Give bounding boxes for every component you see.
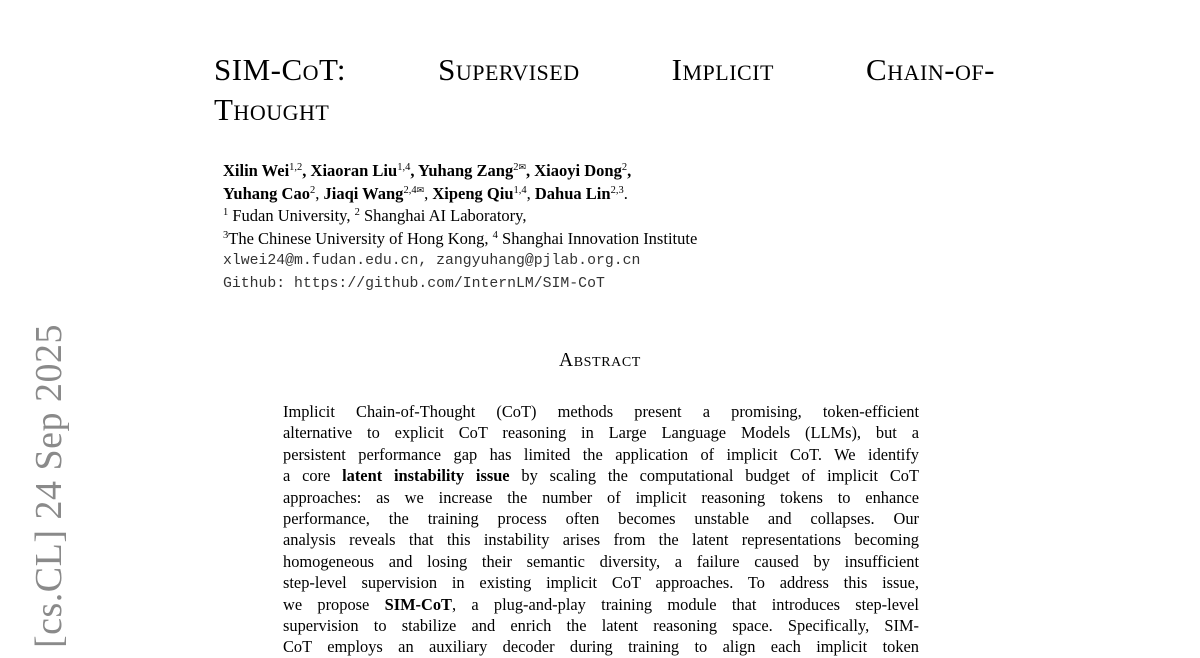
affiliation-text: Shanghai AI Laboratory, xyxy=(359,206,527,225)
affiliation-text: The Chinese University of Hong Kong, xyxy=(228,228,493,248)
author-affil-sup: 2 xyxy=(621,162,628,173)
author-affil-sup: 1,4 xyxy=(513,184,527,196)
author-affil-sup: 2,3 xyxy=(610,184,624,196)
author-separator: , xyxy=(302,161,311,180)
author-separator: , xyxy=(410,161,418,180)
author-name: Dahua Lin xyxy=(534,183,611,203)
abstract-line: step-level supervision in existing implicit CoT approaches. To address this issue, xyxy=(283,573,919,593)
abstract-body xyxy=(283,401,919,658)
title-line-2: Thought xyxy=(214,92,330,127)
author-line-1: Xilin Wei$^{1,2}$, Xiaoran Liu$^{1,4}$, Yuhang Zang$^2$✉, Xiaoyi Dong$^2$, xyxy=(223,161,632,180)
author-name: Xilin Wei xyxy=(223,161,290,180)
author-separator: , xyxy=(315,183,324,203)
abstract-line: persistent performance gap has limited the application of implicit CoT. We identify xyxy=(283,444,919,464)
abstract-text: , a plug-and-play training module that introduces step-level xyxy=(451,594,919,614)
abstract-text: by scaling the computational budget of implicit CoT xyxy=(509,466,919,486)
abstract-heading: Abstract xyxy=(559,350,641,371)
affiliation-text: Fudan University, xyxy=(228,206,355,225)
abstract-line: approaches: as we increase the number of implicit reasoning tokens to enhance xyxy=(283,487,919,507)
paper-title xyxy=(214,50,995,130)
email-line[interactable]: xlwei24@m.fudan.edu.cn, zangyuhang@pjlab.org.cn xyxy=(223,253,641,269)
author-affil-sup: 2,4 xyxy=(403,184,417,196)
author-separator: . xyxy=(623,183,628,203)
author-separator: , xyxy=(627,161,632,180)
title-word: SIM-CoT: xyxy=(214,52,347,87)
author-separator: , xyxy=(424,183,433,203)
abstract-emphasis: latent instability issue xyxy=(342,466,510,486)
affiliation-line-2 xyxy=(223,228,923,251)
title-line-1 xyxy=(214,50,995,90)
abstract-line: homogeneous and losing their semantic diversity, a failure caused by insufficient xyxy=(283,551,919,571)
author-affil-sup: 2 xyxy=(513,162,519,173)
abstract-line: Implicit Chain-of-Thought (CoT) methods present a promising, token-efficient xyxy=(283,402,919,421)
title-word: Implicit xyxy=(671,52,774,87)
author-separator: , xyxy=(526,161,535,180)
author-affil-sup: 1,2 xyxy=(289,162,303,173)
affil-sup: 2 xyxy=(354,207,360,218)
affil-sup: 1 xyxy=(223,207,229,218)
author-name: Yuhang Zang xyxy=(417,161,514,180)
abstract-emphasis: SIM-CoT xyxy=(384,594,452,614)
affiliation-line-1 xyxy=(223,205,923,228)
abstract-line xyxy=(283,465,919,486)
abstract-line: performance, the training process often becomes unstable and collapses. Our xyxy=(283,509,919,529)
affiliation-text: Shanghai Innovation Institute xyxy=(497,228,698,248)
abstract-line: analysis reveals that this instability arises from the latent representations becoming xyxy=(283,530,919,550)
title-word: Supervised xyxy=(438,52,580,87)
arxiv-stamp: [cs.CL] 24 Sep 2025 xyxy=(28,323,70,648)
abstract-text: a core xyxy=(283,466,343,486)
author-separator: , xyxy=(526,183,535,203)
author-line-2: Yuhang Cao$^2$, Jiaqi Wang$^{2,4}$✉, Xipeng Qiu$^{1,4}$, Dahua Lin$^{2,3}$. xyxy=(223,183,628,203)
github-link[interactable]: Github: https://github.com/InternLM/SIM-CoT xyxy=(223,275,605,292)
abstract-line: supervision to stabilize and enrich the latent reasoning space. Specifically, SIM- xyxy=(283,616,919,636)
affil-sup: 3 xyxy=(223,229,229,241)
abstract-line: alternative to explicit CoT reasoning in Large Language Models (LLMs), but a xyxy=(283,423,919,443)
author-name: Xipeng Qiu xyxy=(432,183,514,203)
title-word: Chain-of- xyxy=(866,52,995,87)
author-name: Xiaoran Liu xyxy=(310,161,398,180)
abstract-line: CoT employs an auxiliary decoder during training to align each implicit token xyxy=(283,637,919,657)
abstract-text: we propose xyxy=(283,594,385,614)
abstract-line xyxy=(283,594,919,615)
author-name: Yuhang Cao xyxy=(223,183,310,203)
author-name: Jiaqi Wang xyxy=(323,183,404,203)
author-name: Xiaoyi Dong xyxy=(534,161,622,180)
affil-sup: 4 xyxy=(492,229,498,241)
author-block xyxy=(223,160,923,295)
author-affil-sup: 2 xyxy=(309,184,316,196)
author-affil-sup: 1,4 xyxy=(397,162,411,173)
